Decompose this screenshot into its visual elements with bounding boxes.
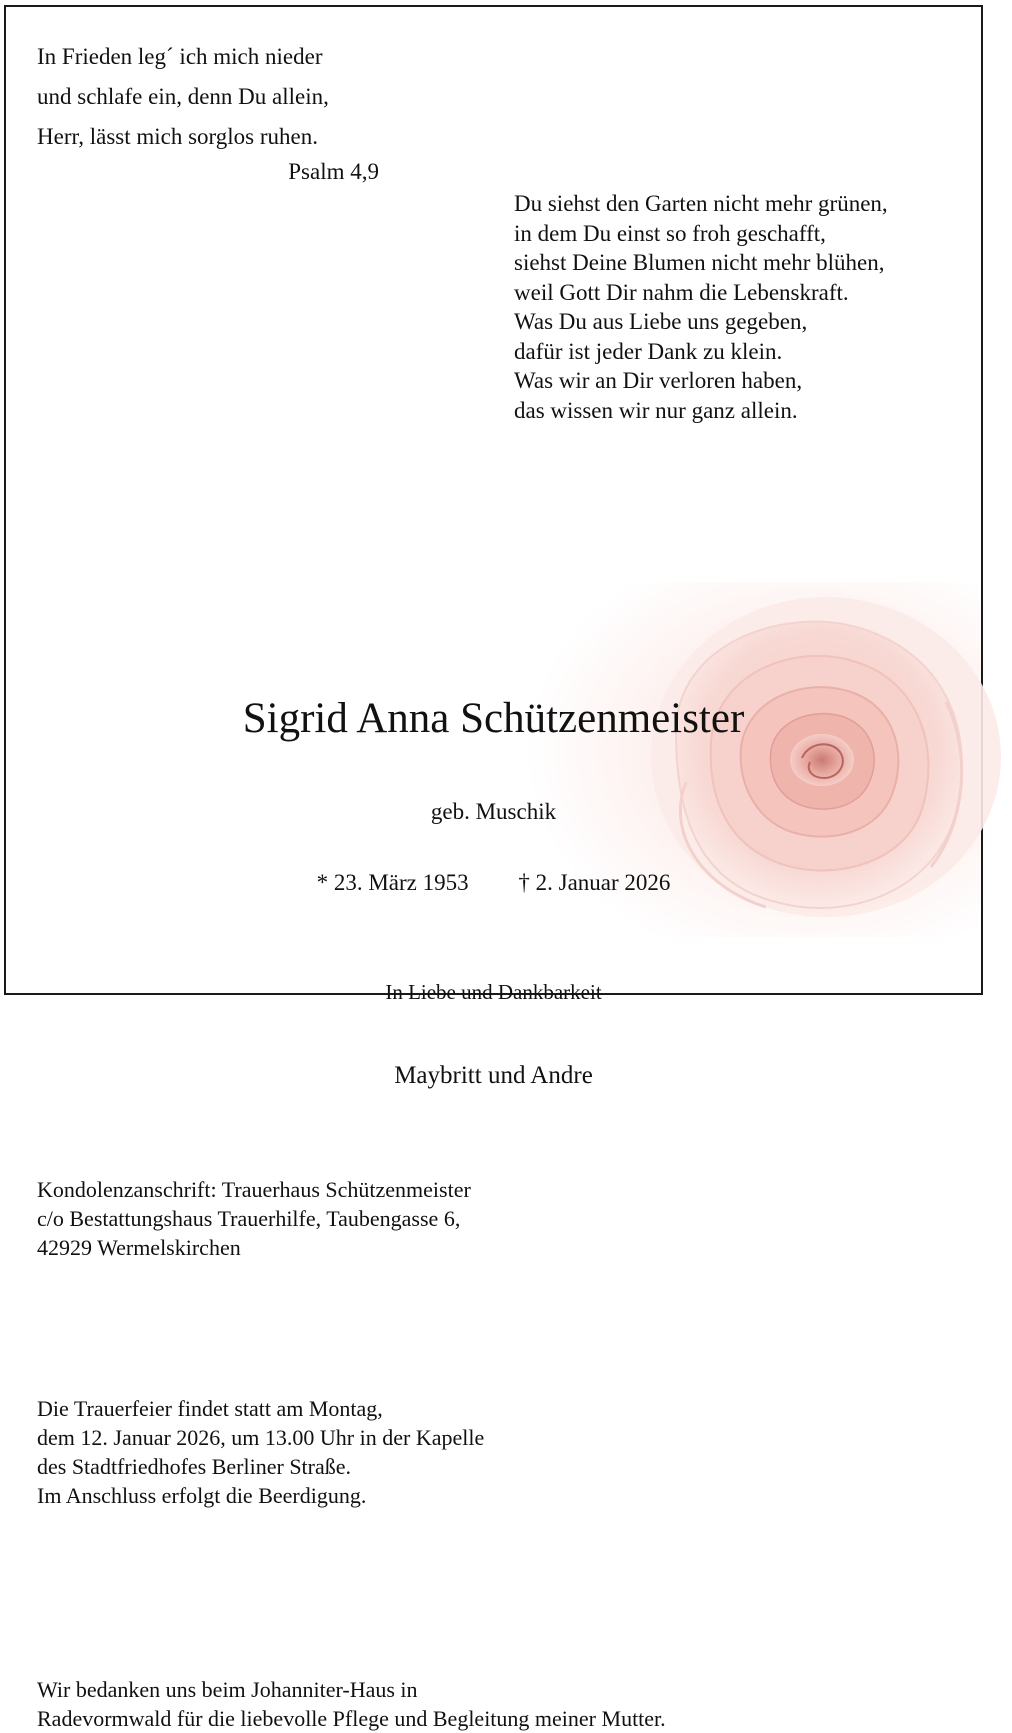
verse-line: und schlafe ein, denn Du allein, xyxy=(37,84,329,109)
address-line: Kondolenzanschrift: Trauerhaus Schützenmeister xyxy=(37,1177,471,1202)
poem-verse xyxy=(514,189,974,425)
deceased-name: Sigrid Anna Schützenmeister xyxy=(242,695,745,742)
poem-line: Du siehst den Garten nicht mehr grünen, xyxy=(514,191,888,216)
birth-date: * 23. März 1953 xyxy=(316,870,469,895)
dedication: In Liebe und Dankbarkeit xyxy=(385,980,602,1004)
psalm-verse xyxy=(37,37,397,187)
funeral-line: des Stadtfriedhofes Berliner Straße. xyxy=(37,1454,352,1479)
birth-name: geb. Muschik xyxy=(430,799,557,824)
poem-line: weil Gott Dir nahm die Lebenskraft. xyxy=(514,279,849,305)
poem-line: das wissen wir nur ganz allein. xyxy=(514,397,798,423)
thanks-line: Wir bedanken uns beim Johanniter-Haus in xyxy=(37,1677,418,1702)
death-date: † 2. Januar 2026 xyxy=(518,870,671,895)
address-line: 42929 Wermelskirchen xyxy=(37,1235,241,1260)
poem-line: in dem Du einst so froh geschafft, xyxy=(514,220,826,246)
poem-line: Was wir an Dir verloren haben, xyxy=(514,368,803,393)
life-dates xyxy=(6,868,981,898)
thanks-note xyxy=(37,1675,1012,1733)
poem-line: Was Du aus Liebe uns gegeben, xyxy=(514,309,808,334)
funeral-line: dem 12. Januar 2026, um 13.00 Uhr in der Kapelle xyxy=(37,1425,485,1450)
obituary-notice xyxy=(4,5,983,1731)
funeral-line: Im Anschluss erfolgt die Beerdigung. xyxy=(37,1483,367,1508)
verse-line: In Frieden leg´ ich mich nieder xyxy=(37,44,323,69)
address-line: c/o Bestattungshaus Trauerhilfe, Taubengasse 6, xyxy=(37,1206,461,1231)
condolence-address xyxy=(37,1175,1012,1262)
signers: Maybritt und Andre xyxy=(394,1062,593,1089)
funeral-line: Die Trauerfeier findet statt am Montag, xyxy=(37,1396,383,1421)
poem-line: dafür ist jeder Dank zu klein. xyxy=(514,338,783,364)
verse-reference: Psalm 4,9 xyxy=(288,159,379,184)
funeral-info xyxy=(37,1394,1012,1510)
poem-line: siehst Deine Blumen nicht mehr blühen, xyxy=(514,250,885,275)
verse-line: Herr, lässt mich sorglos ruhen. xyxy=(37,124,318,149)
thanks-line: Radevormwald für die liebevolle Pflege und Begleitung meiner Mutter. xyxy=(37,1706,666,1731)
